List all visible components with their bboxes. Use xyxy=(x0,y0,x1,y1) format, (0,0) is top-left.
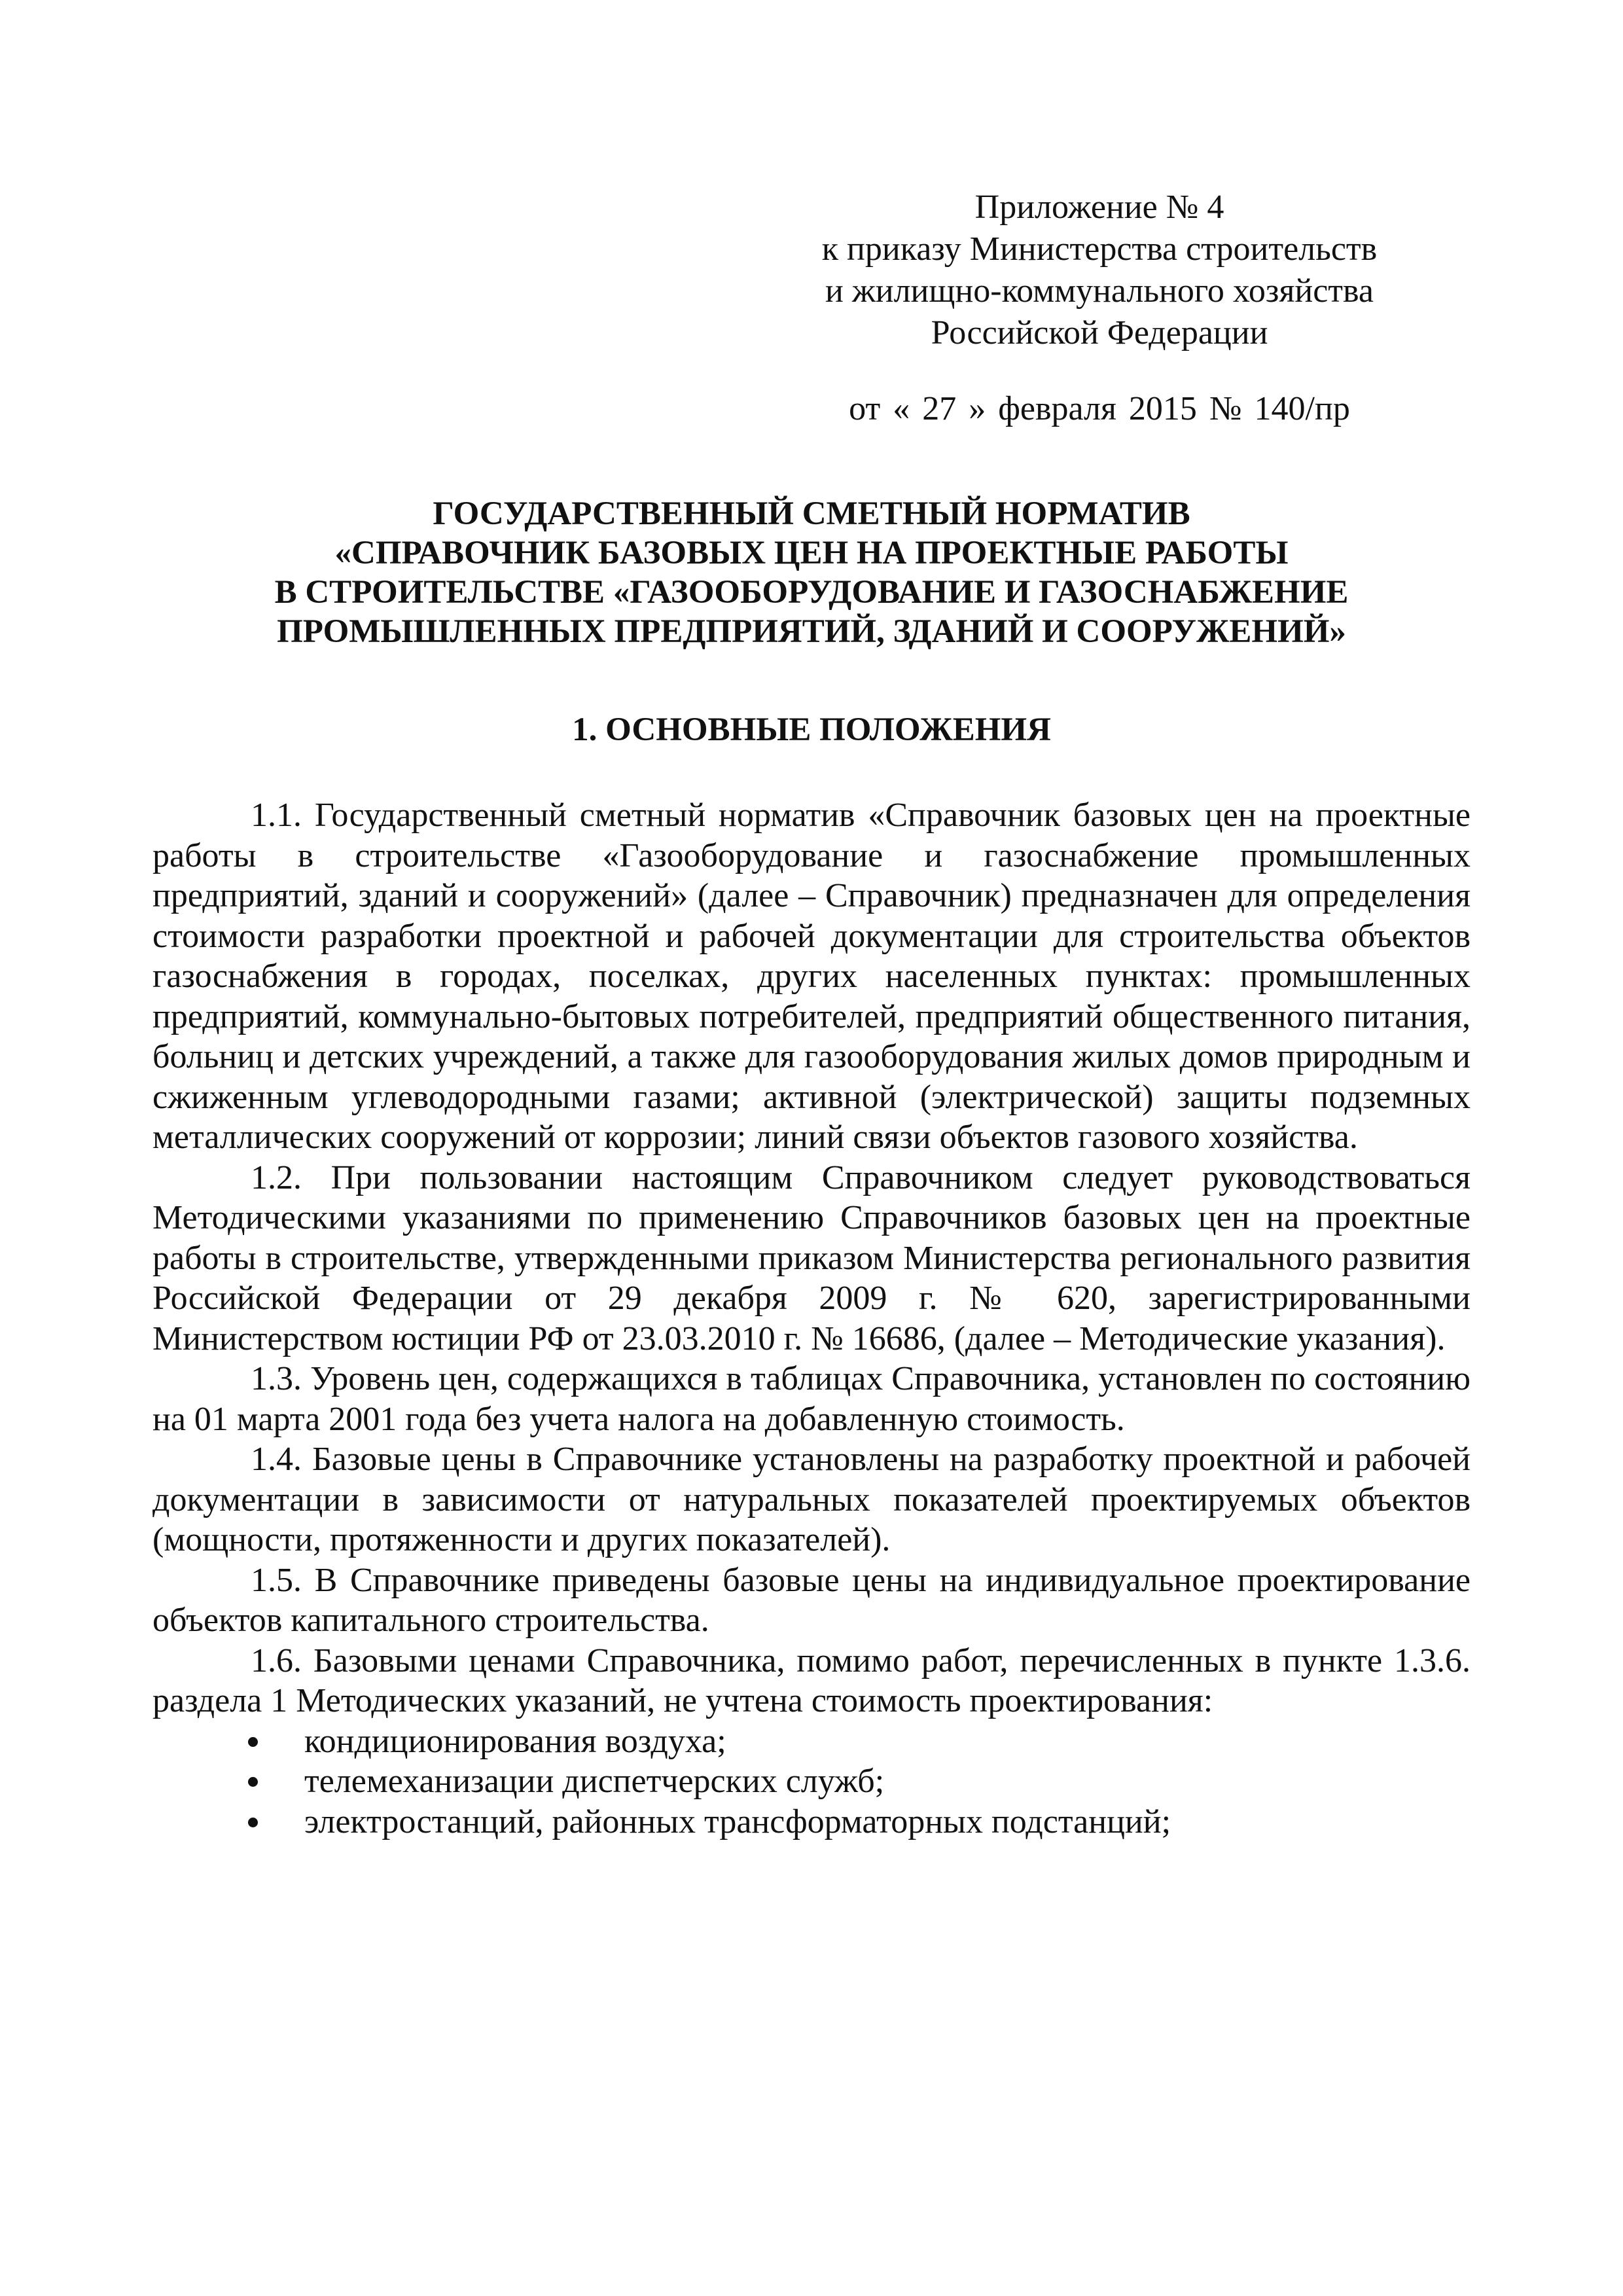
title-line: В СТРОИТЕЛЬСТВЕ «ГАЗООБОРУДОВАНИЕ И ГАЗОСНАБЖЕНИЕ xyxy=(274,574,1349,611)
paragraph-1-5: 1.5. В Справочнике приведены базовые цены на индивидуальное проектирование объектов капитального строительства. xyxy=(152,1561,1471,1639)
title-line: «СПРАВОЧНИК БАЗОВЫХ ЦЕН НА ПРОЕКТНЫЕ РАБОТЫ xyxy=(334,535,1289,571)
appendix-block xyxy=(772,187,1427,430)
appendix-line: Российской Федерации xyxy=(931,314,1268,351)
list-item: телемеханизации диспетчерских служб; xyxy=(152,1761,1471,1802)
list-item: кондиционирования воздуха; xyxy=(152,1721,1471,1762)
appendix-line: и жилищно-коммунального хозяйства xyxy=(825,272,1374,310)
bullet-list xyxy=(152,1721,1471,1842)
document-title xyxy=(196,494,1427,651)
paragraph-1-6: 1.6. Базовыми ценами Справочника, помимо работ, перечисленных в пункте 1.3.6. раздела 1 Методических указаний, не учтена стоимость проектирования: xyxy=(152,1641,1471,1719)
section-heading: 1. ОСНОВНЫЕ ПОЛОЖЕНИЯ xyxy=(572,711,1051,748)
list-item: электростанций, районных трансформаторных подстанций; xyxy=(152,1802,1471,1842)
paragraph-1-3: 1.3. Уровень цен, содержащихся в таблицах Справочника, установлен по состоянию на 01 марта 2001 года без учета налога на добавленную стоимость. xyxy=(152,1360,1471,1438)
appendix-line: Приложение № 4 xyxy=(974,188,1224,226)
title-line: ПРОМЫШЛЕННЫХ ПРЕДПРИЯТИЙ, ЗДАНИЙ И СООРУЖЕНИЙ» xyxy=(277,613,1346,650)
paragraph-1-2: 1.2. При пользовании настоящим Справочником следует руководствоваться Методическими указаниями по применению Справочников базовых цен на проектные работы в строительстве, утвержденными приказом Министерства регионального развития Российской Федерации от 29 декабря 2009 г. № 620, зарегистрированными Министерством юстиции РФ от 23.03.2010 г. № 16686, (далее – Методические указания). xyxy=(152,1158,1471,1357)
appendix-line: к приказу Министерства строительств xyxy=(821,230,1378,268)
paragraph-1-1: 1.1. Государственный сметный норматив «Справочник базовых цен на проектные работы в строительстве «Газооборудование и газоснабжение промышленных предприятий, зданий и сооружений» (далее – Справочник) предназначен для определения стоимости разработки проектной и рабочей документации для строительства объектов газоснабжения в городах, поселках, других населенных пунктах: промышленных предприятий, коммунально-бытовых потребителей, предприятий общественного питания, больниц и детских учреждений, а также для газооборудования жилых домов природным и сжиженным углеводородными газами; активной (электрической) защиты подземных металлических сооружений от коррозии; линий связи объектов газового хозяйства. xyxy=(152,797,1471,1156)
paragraph-1-4: 1.4. Базовые цены в Справочнике установлены на разработку проектной и рабочей документации в зависимости от натуральных показателей проектируемых объектов (мощности, протяженности и других показателей). xyxy=(152,1441,1471,1558)
body-text xyxy=(152,795,1471,1842)
appendix-date: от « 27 » февраля 2015 № 140/пр xyxy=(849,390,1350,427)
title-line: ГОСУДАРСТВЕННЫЙ СМЕТНЫЙ НОРМАТИВ xyxy=(433,495,1190,532)
